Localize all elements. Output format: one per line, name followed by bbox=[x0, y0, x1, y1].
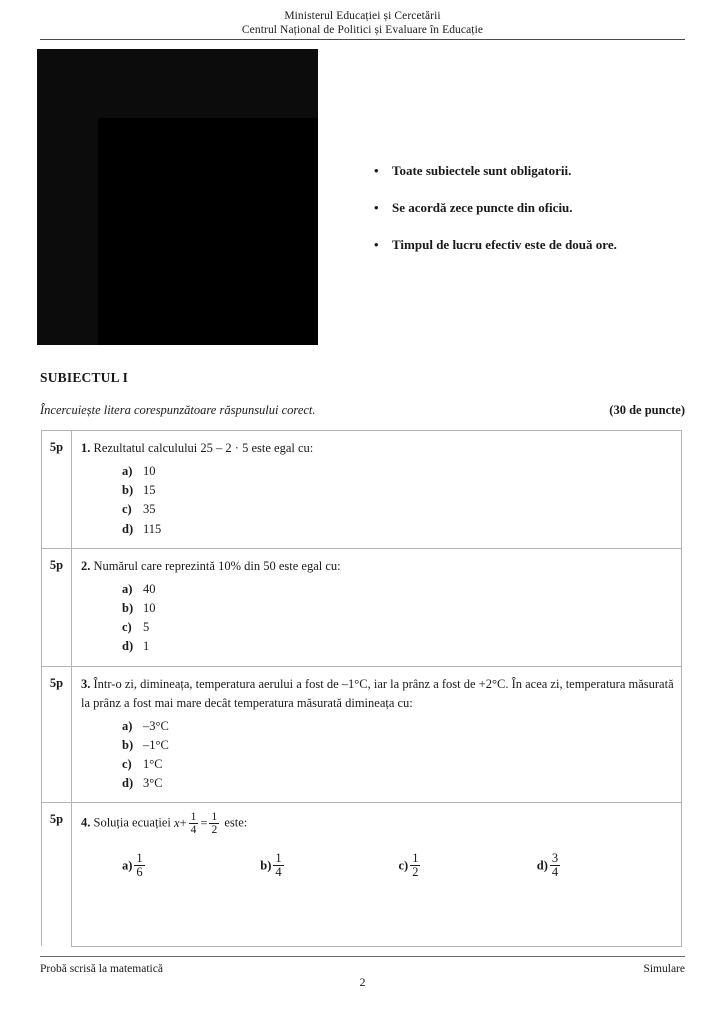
question-expression-1: –1°C bbox=[341, 676, 368, 691]
question-expression-2: +2°C bbox=[478, 676, 506, 691]
list-item bbox=[370, 237, 690, 253]
question-answers-cell bbox=[72, 460, 682, 548]
answer-option-a[interactable] bbox=[122, 717, 675, 736]
answer-label: b) bbox=[122, 737, 134, 752]
answer-value: 35 bbox=[143, 502, 156, 517]
answer-value: 115 bbox=[143, 521, 162, 536]
fraction-denominator: 4 bbox=[275, 865, 282, 880]
answer-label: a) bbox=[122, 464, 133, 478]
answer-value: –1°C bbox=[143, 737, 169, 752]
fraction-denominator: 6 bbox=[136, 865, 143, 880]
question-text-post: este egal cu: bbox=[278, 558, 341, 573]
question-body-cell bbox=[72, 548, 682, 578]
answer-option-a[interactable] bbox=[122, 853, 260, 880]
answer-option-b[interactable] bbox=[122, 481, 675, 500]
table-row bbox=[42, 666, 682, 715]
question-answers-cell bbox=[72, 839, 682, 947]
question-points-cell bbox=[42, 431, 72, 549]
subject-instruction-row bbox=[40, 402, 685, 418]
fraction-one-quarter bbox=[189, 811, 199, 836]
points-label: 5p bbox=[49, 812, 64, 827]
answer-fraction bbox=[273, 852, 283, 879]
answer-value: 10 bbox=[143, 601, 156, 616]
question-number: 1. bbox=[81, 441, 91, 455]
equation-variable: x bbox=[174, 815, 180, 830]
question-number: 3. bbox=[81, 676, 91, 691]
question-points-cell bbox=[42, 803, 72, 946]
answer-label: b) bbox=[122, 601, 134, 616]
subject-points: (30 de puncte) bbox=[609, 403, 685, 417]
answer-label: c) bbox=[398, 858, 409, 873]
answer-options bbox=[81, 839, 675, 910]
fraction-denominator: 2 bbox=[412, 865, 419, 880]
answer-blank-space bbox=[81, 910, 675, 946]
question-text-post: este egal cu: bbox=[251, 441, 314, 455]
answer-option-b[interactable] bbox=[122, 599, 675, 618]
answer-fraction bbox=[134, 852, 144, 879]
answer-value: 5 bbox=[143, 620, 150, 635]
table-row bbox=[42, 460, 682, 548]
fraction-denominator: 2 bbox=[211, 824, 218, 836]
question-text-pre: Soluția ecuației bbox=[93, 815, 171, 830]
question-answers-cell bbox=[72, 715, 682, 803]
document-header bbox=[40, 10, 685, 37]
question-expression: 10% din 50 bbox=[218, 558, 276, 573]
table-row bbox=[42, 578, 682, 666]
question-body-cell bbox=[72, 666, 682, 715]
footer-exam-session: Simulare bbox=[643, 963, 685, 975]
answer-value: 1°C bbox=[143, 757, 163, 772]
question-number: 4. bbox=[81, 815, 91, 830]
question-body-cell bbox=[72, 431, 682, 461]
answer-option-d[interactable] bbox=[122, 774, 675, 793]
answer-option-c[interactable] bbox=[122, 755, 675, 774]
question-answers-cell bbox=[72, 578, 682, 666]
answer-fraction bbox=[550, 852, 560, 879]
table-row bbox=[42, 839, 682, 947]
answer-label: c) bbox=[122, 620, 132, 635]
question-points-cell bbox=[42, 548, 72, 666]
answer-option-d[interactable] bbox=[122, 520, 675, 539]
answer-value: 40 bbox=[143, 581, 156, 596]
header-ministry-line: Ministerul Educației și Cercetării bbox=[284, 10, 441, 22]
answer-option-b[interactable] bbox=[260, 853, 398, 880]
question-points-cell bbox=[42, 666, 72, 803]
answer-option-b[interactable] bbox=[122, 736, 675, 755]
answer-label: b) bbox=[122, 483, 134, 498]
list-item bbox=[370, 200, 690, 216]
answer-option-c[interactable] bbox=[122, 500, 675, 519]
points-label: 5p bbox=[49, 675, 64, 690]
question-number: 2. bbox=[81, 558, 91, 573]
question-text-post: este: bbox=[224, 815, 248, 830]
header-divider bbox=[40, 39, 685, 40]
answer-label: a) bbox=[122, 581, 133, 596]
question-text-pre: Într-o zi, dimineața, temperatura aerului a fost de bbox=[93, 676, 339, 691]
question-text-mid: , iar la prânz a fost de bbox=[367, 676, 476, 691]
points-label: 5p bbox=[49, 557, 64, 572]
answer-label: d) bbox=[122, 521, 134, 536]
answer-options bbox=[81, 715, 675, 803]
answer-value: 1 bbox=[143, 639, 150, 654]
fraction-numerator: 1 bbox=[190, 810, 197, 823]
answer-fraction bbox=[410, 852, 420, 879]
answer-option-c[interactable] bbox=[122, 618, 675, 637]
answer-option-a[interactable] bbox=[122, 580, 675, 599]
answer-options bbox=[81, 460, 675, 548]
answer-label: c) bbox=[122, 502, 132, 517]
question-statement bbox=[81, 803, 675, 838]
bullet-icon: • bbox=[374, 237, 379, 252]
table-row bbox=[42, 548, 682, 578]
fraction-one-half bbox=[209, 811, 219, 836]
answer-label: d) bbox=[122, 776, 134, 791]
answer-option-d[interactable] bbox=[537, 853, 675, 880]
redacted-image-inner bbox=[98, 118, 318, 345]
instruction-text: Se acordă zece puncte din oficiu. bbox=[392, 200, 573, 215]
answer-label: c) bbox=[122, 757, 132, 772]
question-text-pre: Rezultatul calculului bbox=[93, 441, 198, 455]
fraction-numerator: 1 bbox=[136, 851, 143, 866]
bullet-icon: • bbox=[374, 200, 379, 215]
footer-divider bbox=[40, 956, 685, 957]
footer-exam-name: Probă scrisă la matematică bbox=[40, 963, 163, 975]
questions-table bbox=[41, 430, 682, 947]
bullet-icon: • bbox=[374, 163, 379, 178]
question-statement bbox=[81, 549, 675, 578]
answer-option-c[interactable] bbox=[399, 853, 537, 880]
table-row bbox=[42, 715, 682, 803]
table-row bbox=[42, 431, 682, 461]
fraction-numerator: 3 bbox=[551, 851, 559, 866]
question-body-cell bbox=[72, 803, 682, 839]
question-equation bbox=[174, 810, 224, 836]
equation-plus: + bbox=[179, 815, 187, 830]
points-label: 5p bbox=[49, 440, 64, 454]
page-number: 2 bbox=[359, 975, 366, 989]
fraction-numerator: 1 bbox=[412, 851, 419, 866]
header-center-line: Centrul Național de Politici și Evaluare în Educație bbox=[241, 23, 484, 36]
exam-instructions-list bbox=[370, 163, 690, 274]
question-statement bbox=[81, 431, 675, 460]
answer-value: 10 bbox=[143, 464, 156, 478]
question-expression: 25 – 2 · 5 bbox=[200, 441, 249, 455]
fraction-numerator: 1 bbox=[275, 851, 282, 866]
table-row bbox=[42, 803, 682, 839]
answer-label: a) bbox=[122, 718, 133, 733]
answer-label: d) bbox=[122, 639, 134, 654]
answer-option-d[interactable] bbox=[122, 637, 675, 656]
list-item bbox=[370, 163, 690, 179]
question-statement bbox=[81, 667, 675, 715]
answer-option-a[interactable] bbox=[122, 462, 675, 481]
answer-options bbox=[81, 578, 675, 666]
answer-label: b) bbox=[260, 858, 272, 873]
redacted-image-block bbox=[37, 49, 318, 345]
answer-value: –3°C bbox=[143, 718, 169, 733]
instruction-text: Timpul de lucru efectiv este de două ore. bbox=[392, 237, 617, 252]
answer-value: 3°C bbox=[143, 776, 163, 791]
page-title: SUBIECTUL I bbox=[40, 370, 129, 385]
answer-label: d) bbox=[536, 858, 548, 873]
fraction-denominator: 4 bbox=[190, 824, 197, 836]
equation-equals: = bbox=[200, 815, 208, 830]
answer-label: a) bbox=[122, 858, 133, 873]
fraction-numerator: 1 bbox=[211, 810, 218, 823]
subject-instruction: Încercuiește litera corespunzătoare răspunsului corect. bbox=[40, 403, 316, 417]
fraction-denominator: 4 bbox=[551, 865, 559, 880]
question-text-pre: Numărul care reprezintă bbox=[93, 558, 215, 573]
instruction-text: Toate subiectele sunt obligatorii. bbox=[392, 163, 572, 178]
answer-value: 15 bbox=[143, 483, 156, 498]
question-text-post: . În acea zi, temperatura măsurată la prânz a fost mai mare decât temperatura măsurată dimineața cu: bbox=[81, 676, 674, 710]
